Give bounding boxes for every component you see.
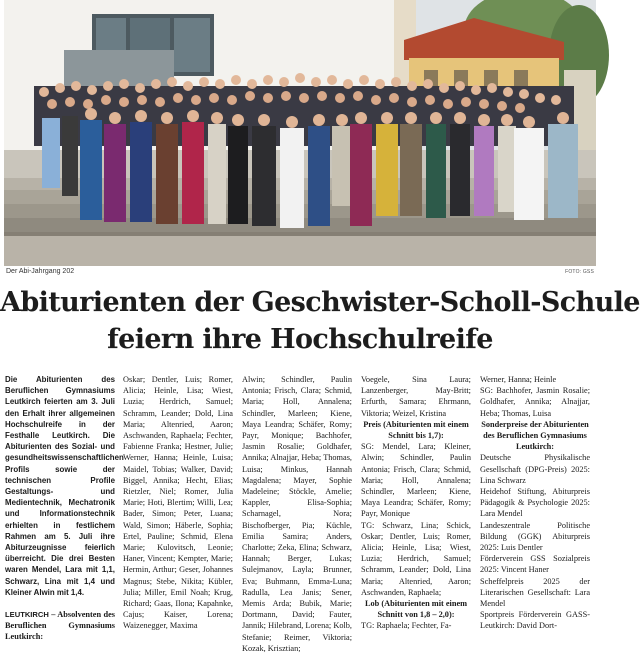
praise-tg-continued: Werner, Hanna; Heinle xyxy=(480,375,557,384)
intro-text: – Absolventen des Beruflichen Gymnasiums Leutkirch: xyxy=(5,610,115,642)
headline-line-1: Abiturienten der Geschwister-Scholl-Schule xyxy=(0,287,640,318)
graduate-list-part-1: Oskar; Dentler, Luis; Romer, Alicia; Heinle, Lisa; Wiest, Luzia; Herdrich, Samuel; Schramm, Leander; Dold, Lina Maria; Altenried, Aaron; Aschwanden, Raphaela; Fechter, Fabienne Franka; Hestner, Julie; Werner, Hanna; Heinle, Luisa; Maidel, Tobias; Walker, David; Biggel, Annika; Hecht, Elias; Rietzler, Niel; Romer, Julia Marie; Hoti, Blertim; Willi, Lea; Bader, Simon; Peter, Luana; Wald, Simon; Häberle, Sophia; Ertel, Pauline; Schmid, Elena Marie; Kulovitsch, Leonie; Haner, Vincent; Kempter, Marie; Hermin, Arthur; Geser, Johannes Magnus; Stebe, Nikita; Kübler, Julia; Miller, Emil Noah; Krug, Richard; Gaas, Ilona; Kapahnke, Cajus; Kaiser, Lorena; Waizenegger, Maxima xyxy=(123,375,233,631)
article-body xyxy=(5,374,597,653)
praise-tg-list: TG: Raphaela; Fechter, Fa- xyxy=(361,621,452,631)
article-intro xyxy=(5,609,115,643)
special-prize-1: Deutsche Physikalische Gesellschaft (DPG-Preis) 2025: Lina Schwarz xyxy=(480,453,590,485)
praise-heading: Lob (Abiturienten mit einem Schnitt von 1,8 – 2,0): xyxy=(364,599,468,620)
paragraph-gap xyxy=(5,598,115,609)
graduate-list-part-3: Voegele, Sina Laura; Lanzenberger, May-Britt; Erfurth, Samara; Ehrmann, Viktoria; Weizel, Kristina xyxy=(361,375,471,418)
graduate-list-part-2: Alwin; Schindler, Paulin Antonia; Frisch, Clara; Schmid, Maria; Holl, Annalena; Schindler, Marleen; Kiene, Maya Leandra; Schäfer, Romy; Payr, Monique; Bachhofer, Jasmin Rosalie; Goldhafer, Annika; Alnajjar, Heba; Thomas, Luisa; Minkus, Hannah Magdalena; Mayer, Sophie Madeleine; Stöckle, Amelie; Kappler, Elisa-Sophia; Scharnagel, Nora; Bischofberger, Pia; Küchle, Emilia Samira; Anders, Charlotte; Zeka, Elina; Schwarz, Hannah; Berger, Lukas; Sulejmanov, Layla; Brunner, Eva; Buhmann, Emma-Luna; Radulla, Lea Janis; Sener, Memis Arda; Bubik, Marie; Dortmann, David; Fauter, Jannik; Hilebrand, Lorena; Kolb, Stefanie; Reimer, Viktoria; Kozak, Krisztian; xyxy=(242,375,352,653)
column-4 xyxy=(361,374,471,631)
photo-credit: FOTO: GSS xyxy=(565,269,594,275)
prize-tg-list: TG: Schwarz, Lina; Schick, Oskar; Dentler, Luis; Romer, Alicia; Heinle, Lisa; Wiest, Luzia; Herdrich, Samuel; Schramm, Leander; Dold, Lina Maria; Altenried, Aaron; Aschwanden, Raphaela; xyxy=(361,520,471,597)
special-prize-4: Förderverein GSS Sozialpreis 2025: Vincent Haner xyxy=(480,554,590,575)
article-headline xyxy=(0,284,640,358)
column-1 xyxy=(5,374,124,642)
headline-line-2: feiern ihre Hochschulreife xyxy=(107,324,493,355)
group-photo xyxy=(4,0,596,266)
dateline: LEUTKIRCH xyxy=(5,610,49,620)
special-prize-3: Landeszentrale Politische Bildung (GGK) Abiturpreis 2025: Luis Dentler xyxy=(480,520,590,553)
praise-sg-list: SG: Bachhofer, Jasmin Rosalie; Goldhafer, Annika; Alnajjar, Heba; Thomas, Luisa xyxy=(480,386,590,418)
article-lead: Die Abiturienten des Beruflichen Gymnasiums Leutkirch feierten am 3. Juli den Erhalt ihrer allgemeinen Hochschulreife in der Festhalle Leutkirch. Die Abiturienten des Sozial- und gesundheitswissenschaftlichen Profils sowie der technischen Profile Gestaltungs- und Medientechnik, Mechatronik und Informationstechnik erhielten in festlichem Rahmen am 5. Juli ihre Abiturzeugnisse feierlich überreicht. Die drei Besten waren Mendel, Lara mit 1,1, Schwarz, Lina mit 1,4 und Kleiner Alwin mit 1,4. xyxy=(5,375,124,597)
special-prizes-heading: Sonderpreise der Abiturienten des Beruflichen Gymnasiums Leutkirch: xyxy=(481,419,589,452)
column-5 xyxy=(480,374,590,631)
prize-sg-list: SG: Mendel, Lara; Kleiner, Alwin; Schindler, Paulin Antonia; Frisch, Clara; Schmid, Maria; Holl, Annalena; Schindler, Marleen; Kiene, Maya Leandra; Schäfer, Romy; Payr, Monique xyxy=(361,442,471,519)
special-prize-5: Scheffelpreis 2025 der Literarischen Gesellschaft: Lara Mendel xyxy=(480,576,590,609)
special-prize-6: Sportpreis Förderverein GASS-Leutkirch: David Dort- xyxy=(480,610,590,631)
column-2 xyxy=(123,374,233,631)
photo-caption: Der Abi-Jahrgang 202 xyxy=(6,268,75,275)
group-photo-illustration xyxy=(4,0,596,266)
column-3 xyxy=(242,374,352,653)
special-prize-2: Heidehof Stiftung, Abiturpreis Pädagogik & Psychologie 2025: Lara Mendel xyxy=(480,487,590,519)
prize-heading: Preis (Abiturienten mit einem Schnitt bis 1,7): xyxy=(363,419,469,441)
